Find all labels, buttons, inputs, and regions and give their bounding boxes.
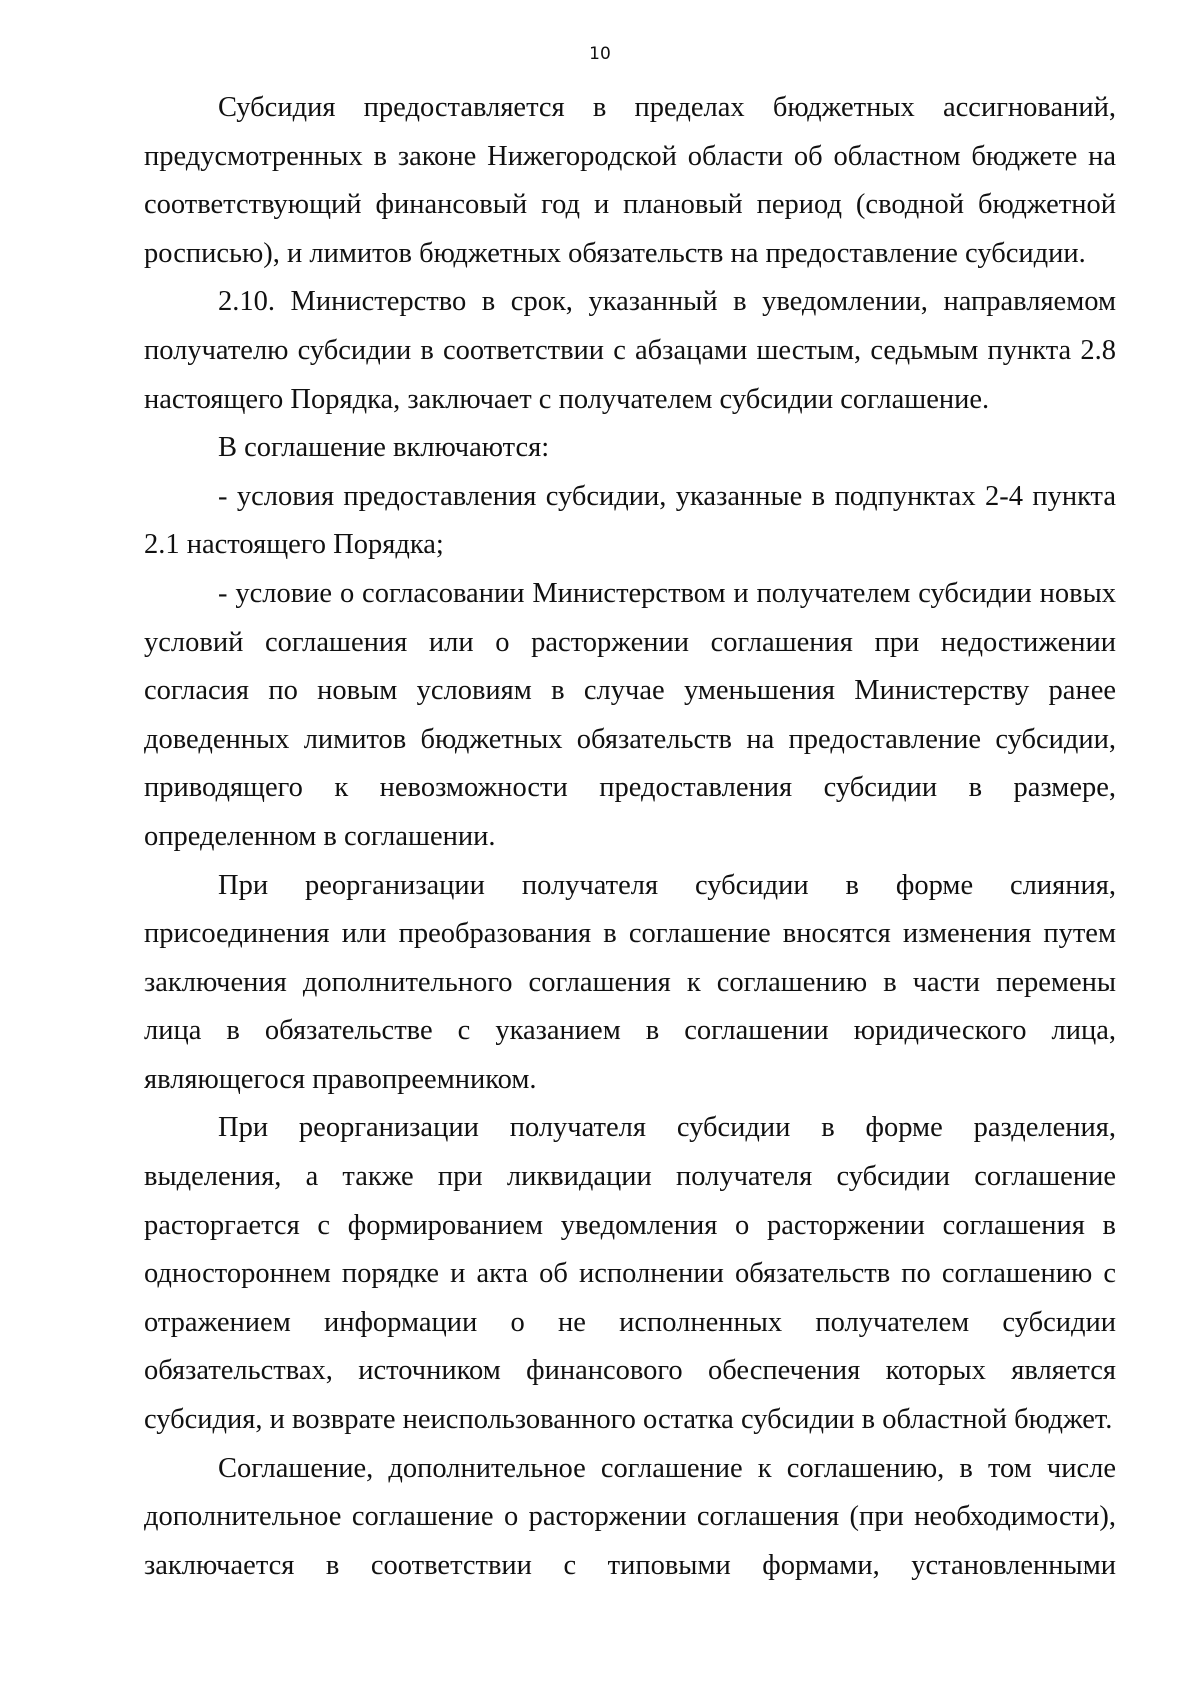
paragraph-agreement-includes: В соглашение включаются: xyxy=(218,432,550,464)
list-item-conditions: - условия предоставления субсидии, указанные в подпунктах 2-4 пункта 2.1 настоящего Порядка; xyxy=(144,480,1116,561)
page-number: 10 xyxy=(589,44,611,64)
paragraph-standard-forms: Соглашение, дополнительное соглашение к соглашению, в том числе дополнительное соглашение о расторжении соглашения (при необходимости), заключается в соответствии с типовыми формами, установленными xyxy=(144,1452,1116,1581)
paragraph-reorganization-division: При реорганизации получателя субсидии в форме разделения, выделения, а также при ликвидации получателя субсидии соглашение расторгается с формированием уведомления о расторжении соглашения в одностороннем порядке и акта об исполнении обязательств по соглашению с отражением информации о не исполненных получателем субсидии обязательствах, источником финансового обеспечения которых является субсидия, и возврате неиспользованного остатка субсидии в областной бюджет. xyxy=(144,1112,1116,1436)
list-item-new-conditions: - условие о согласовании Министерством и получателем субсидии новых условий соглашения или о расторжении соглашения при недостижении согласия по новым условиям в случае уменьшения Министерству ранее доведенных лимитов бюджетных обязательств на предоставление субсидии, приводящего к невозможности предоставления субсидии в размере, определенном в соглашении. xyxy=(144,577,1116,852)
paragraph-reorganization-merger: При реорганизации получателя субсидии в форме слияния, присоединения или преобразования в соглашение вносятся изменения путем заключения дополнительного соглашения к соглашению в части перемены лица в обязательстве с указанием в соглашении юридического лица, являющегося правопреемником. xyxy=(144,869,1116,1095)
document-body xyxy=(144,84,1116,1590)
paragraph-2-10-agreement: 2.10. Министерство в срок, указанный в уведомлении, направляемом получателю субсидии в соответствии с абзацами шестым, седьмым пункта 2.8 настоящего Порядка, заключает с получателем субсидии соглашение. xyxy=(144,286,1116,415)
paragraph-subsidy-limits: Субсидия предоставляется в пределах бюджетных ассигнований, предусмотренных в законе Нижегородской области об областном бюджете на соответствующий финансовый год и плановый период (сводной бюджетной росписью), и лимитов бюджетных обязательств на предоставление субсидии. xyxy=(144,92,1116,269)
